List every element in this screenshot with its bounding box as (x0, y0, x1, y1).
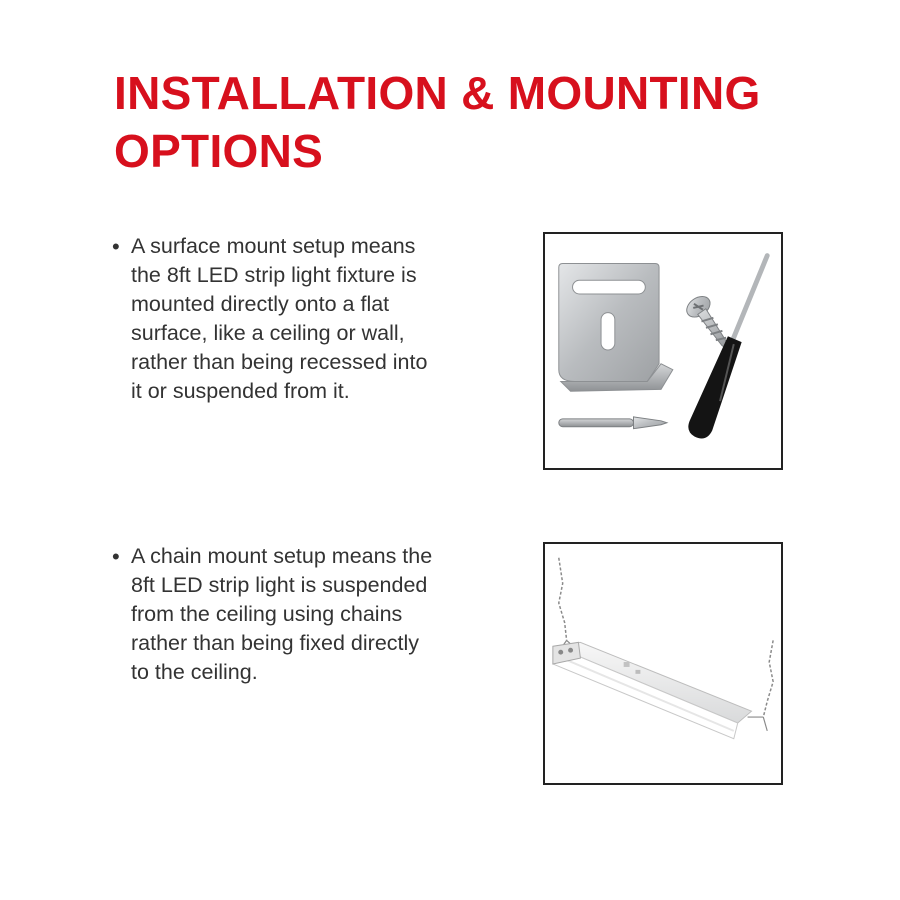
surface-mount-description: A surface mount setup means the 8ft LED strip light fixture is mounted directly onto a flat surface, like a ceiling or wall, rather than being recessed into it or suspended from it. (131, 234, 428, 403)
list-item-chain-mount (112, 542, 442, 687)
chain-mount-description: A chain mount setup means the 8ft LED strip light is suspended from the ceiling using chains rather than being fixed directly to the ceiling. (131, 544, 433, 684)
mounting-bracket-screw-screwdriver-icon (545, 234, 781, 468)
list-item-surface-mount (112, 232, 442, 406)
page-title: INSTALLATION & MOUNTING OPTIONS (114, 67, 761, 177)
bullet-icon: • (112, 544, 120, 569)
surface-mount-image (543, 232, 783, 470)
chain-hung-strip-light-icon (545, 544, 781, 783)
bullet-icon: • (112, 234, 120, 259)
chain-mount-image (543, 542, 783, 785)
